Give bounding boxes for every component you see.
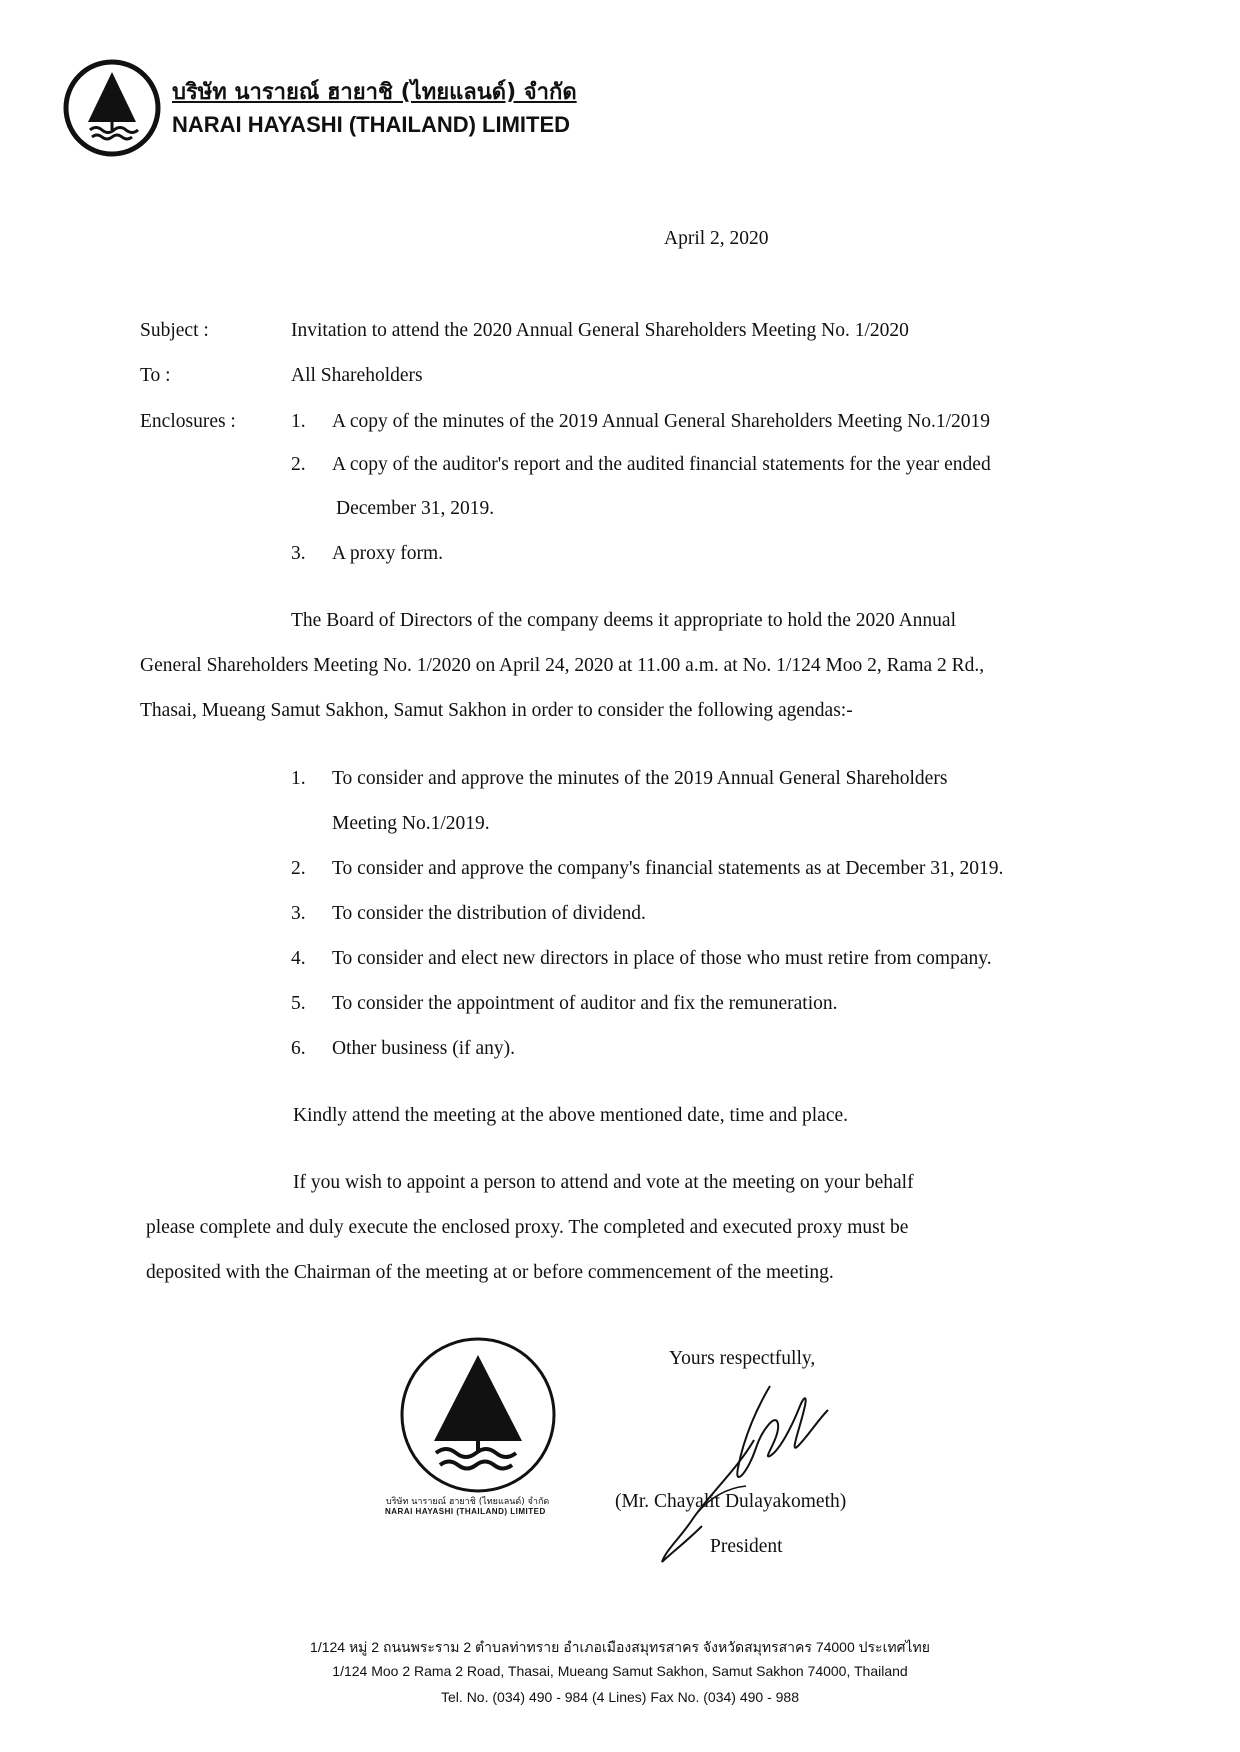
company-name-english: NARAI HAYASHI (THAILAND) LIMITED <box>172 112 571 137</box>
proxy-paragraph-line: deposited with the Chairman of the meeting at or before commencement of the meeting. <box>146 1262 834 1283</box>
closing-salutation: Yours respectfully, <box>669 1348 816 1369</box>
signatory-title: President <box>710 1536 783 1557</box>
letter-date: April 2, 2020 <box>664 228 769 249</box>
footer-address-thai: 1/124 หมู่ 2 ถนนพระราม 2 ตำบลท่าทราย อำเภอเมืองสมุทรสาคร จังหวัดสมุทรสาคร 74000 ประเทศไทย <box>310 1639 930 1655</box>
company-seal-icon <box>398 1335 558 1495</box>
to-value: All Shareholders <box>291 365 423 386</box>
agenda-number: 1. <box>291 768 306 789</box>
agenda-item-continued: Meeting No.1/2019. <box>332 813 490 834</box>
subject-label: Subject : <box>140 320 209 341</box>
enclosure-number: 1. <box>291 411 306 432</box>
agenda-number: 3. <box>291 903 306 924</box>
enclosure-number: 3. <box>291 543 306 564</box>
seal-company-name-thai: บริษัท นารายณ์ ฮายาชิ (ไทยแลนด์) จำกัด <box>386 1497 550 1507</box>
intro-paragraph-line: General Shareholders Meeting No. 1/2020 on April 24, 2020 at 11.00 a.m. at No. 1/124 Moo 2, Rama 2 Rd., <box>140 655 985 676</box>
subject-value: Invitation to attend the 2020 Annual General Shareholders Meeting No. 1/2020 <box>291 320 909 341</box>
kindly-paragraph: Kindly attend the meeting at the above mentioned date, time and place. <box>293 1105 849 1126</box>
agenda-item: Other business (if any). <box>332 1038 516 1059</box>
footer-address-english: 1/124 Moo 2 Rama 2 Road, Thasai, Mueang Samut Sakhon, Samut Sakhon 74000, Thailand <box>332 1663 908 1679</box>
agenda-item: To consider and approve the minutes of the 2019 Annual General Shareholders <box>332 768 948 789</box>
agenda-item: To consider the distribution of dividend. <box>332 903 646 924</box>
signatory-name: (Mr. Chayalit Dulayakometh) <box>615 1491 847 1512</box>
enclosures-label: Enclosures : <box>140 411 236 432</box>
agenda-item: To consider the appointment of auditor and fix the remuneration. <box>332 993 838 1014</box>
proxy-paragraph-line: If you wish to appoint a person to attend and vote at the meeting on your behalf <box>293 1172 914 1193</box>
enclosure-item: A copy of the minutes of the 2019 Annual General Shareholders Meeting No.1/2019 <box>332 411 990 432</box>
company-name-thai: บริษัท นารายณ์ ฮายาชิ (ไทยแลนด์) จำกัด <box>172 80 577 105</box>
proxy-paragraph-line: please complete and duly execute the enclosed proxy. The completed and executed proxy must be <box>146 1217 909 1238</box>
agenda-item: To consider and elect new directors in place of those who must retire from company. <box>332 948 992 969</box>
agenda-item: To consider and approve the company's financial statements as at December 31, 2019. <box>332 858 1004 879</box>
footer-phone-fax: Tel. No. (034) 490 - 984 (4 Lines) Fax No. (034) 490 - 988 <box>441 1689 799 1705</box>
to-label: To : <box>140 365 171 386</box>
enclosure-number: 2. <box>291 454 306 475</box>
agenda-number: 2. <box>291 858 306 879</box>
intro-paragraph-line: Thasai, Mueang Samut Sakhon, Samut Sakhon in order to consider the following agendas:- <box>140 700 853 721</box>
agenda-number: 6. <box>291 1038 306 1059</box>
agenda-number: 5. <box>291 993 306 1014</box>
company-logo-icon <box>62 58 162 158</box>
enclosure-item: A copy of the auditor's report and the audited financial statements for the year ended <box>332 454 991 475</box>
seal-company-name-english: NARAI HAYASHI (THAILAND) LIMITED <box>385 1507 546 1516</box>
intro-paragraph-line: The Board of Directors of the company deems it appropriate to hold the 2020 Annual <box>291 610 956 631</box>
enclosure-item-continued: December 31, 2019. <box>336 498 495 519</box>
enclosure-item: A proxy form. <box>332 543 444 564</box>
agenda-number: 4. <box>291 948 306 969</box>
